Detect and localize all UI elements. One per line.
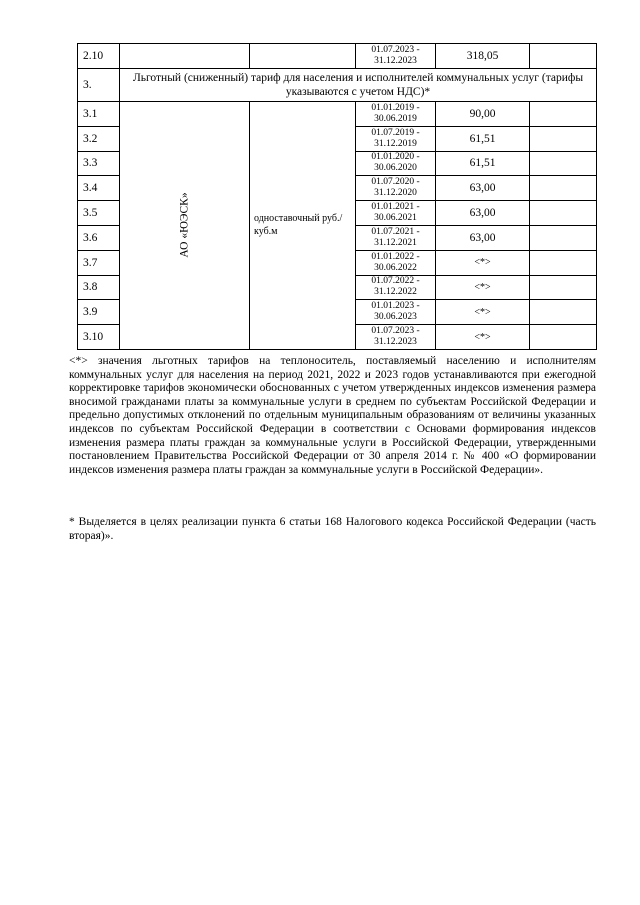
period-cell: 01.01.2021 - 30.06.2021 bbox=[356, 201, 436, 226]
row-number: 3.9 bbox=[78, 300, 120, 325]
row-number: 3.7 bbox=[78, 250, 120, 275]
period-cell: 01.07.2020 - 31.12.2020 bbox=[356, 176, 436, 201]
section-number: 3. bbox=[78, 69, 120, 102]
empty-cell bbox=[530, 126, 597, 151]
empty-cell bbox=[530, 201, 597, 226]
section-title: Льготный (сниженный) тариф для населения и исполнителей коммунальных услуг (тарифы указываются с учетом НДС)* bbox=[120, 69, 597, 102]
footnote-vat: * Выделяется в целях реализации пункта 6 статьи 168 Налогового кодекса Российской Федерации (часть вторая)». bbox=[69, 516, 596, 542]
row-number: 3.4 bbox=[78, 176, 120, 201]
period-cell: 01.07.2021 - 31.12.2021 bbox=[356, 225, 436, 250]
value-cell: <*> bbox=[436, 250, 530, 275]
value-cell: <*> bbox=[436, 300, 530, 325]
empty-cell bbox=[530, 275, 597, 300]
value-cell: 61,51 bbox=[436, 151, 530, 176]
value-cell: 63,00 bbox=[436, 225, 530, 250]
empty-cell bbox=[530, 151, 597, 176]
empty-cell bbox=[530, 176, 597, 201]
empty-cell bbox=[250, 44, 356, 69]
row-number: 3.6 bbox=[78, 225, 120, 250]
value-cell: 318,05 bbox=[436, 44, 530, 69]
period-cell: 01.01.2022 - 30.06.2022 bbox=[356, 250, 436, 275]
table-row bbox=[78, 44, 597, 69]
period-cell: 01.01.2020 - 30.06.2020 bbox=[356, 151, 436, 176]
period-cell: 01.01.2023 - 30.06.2023 bbox=[356, 300, 436, 325]
empty-cell bbox=[530, 250, 597, 275]
section-row bbox=[78, 69, 597, 102]
period-cell: 01.07.2022 - 31.12.2022 bbox=[356, 275, 436, 300]
tariff-unit-cell: одноставочный руб./куб.м bbox=[250, 102, 356, 350]
empty-cell bbox=[530, 44, 597, 69]
empty-cell bbox=[530, 300, 597, 325]
footnote-asterisk-brackets: <*> значения льготных тарифов на теплоноситель, поставляемый населению и исполнителям коммунальных услуг для населения на период 2021, 2022 и 2023 годов устанавливаются при ежегодной корректировке тарифов экономически обоснованных с учетом утвержденных индексов изменения размера вносимой гражданами платы за коммунальные услуги в среднем по субъектам Российской Федерации и предельно допустимых отклонений по отдельным муниципальным образованиям от величины указанных индексов по субъектам Российской Федерации в соответствии с Основами формирования индексов изменения размера платы граждан за коммунальные услуги в Российской Федерации, утвержденными постановлением Правительства Российской Федерации от 30 апреля 2014 г. № 400 «О формировании индексов изменения размера платы граждан за коммунальные услуги в Российской Федерации». bbox=[69, 355, 596, 476]
tariff-table bbox=[77, 43, 597, 350]
period-cell: 01.07.2023 - 31.12.2023 bbox=[356, 44, 436, 69]
row-number: 3.2 bbox=[78, 126, 120, 151]
value-cell: 63,00 bbox=[436, 201, 530, 226]
row-number: 2.10 bbox=[78, 44, 120, 69]
value-cell: 63,00 bbox=[436, 176, 530, 201]
table-row bbox=[78, 102, 597, 127]
row-number: 3.1 bbox=[78, 102, 120, 127]
empty-cell bbox=[530, 325, 597, 350]
organization-cell bbox=[120, 102, 250, 350]
empty-cell bbox=[530, 102, 597, 127]
row-number: 3.10 bbox=[78, 325, 120, 350]
period-cell: 01.07.2023 - 31.12.2023 bbox=[356, 325, 436, 350]
value-cell: <*> bbox=[436, 325, 530, 350]
period-cell: 01.01.2019 - 30.06.2019 bbox=[356, 102, 436, 127]
row-number: 3.5 bbox=[78, 201, 120, 226]
row-number: 3.3 bbox=[78, 151, 120, 176]
empty-cell bbox=[530, 225, 597, 250]
row-number: 3.8 bbox=[78, 275, 120, 300]
value-cell: 61,51 bbox=[436, 126, 530, 151]
empty-cell bbox=[120, 44, 250, 69]
value-cell: 90,00 bbox=[436, 102, 530, 127]
organization-name: АО «ЮЭСК» bbox=[178, 192, 191, 259]
value-cell: <*> bbox=[436, 275, 530, 300]
period-cell: 01.07.2019 - 31.12.2019 bbox=[356, 126, 436, 151]
